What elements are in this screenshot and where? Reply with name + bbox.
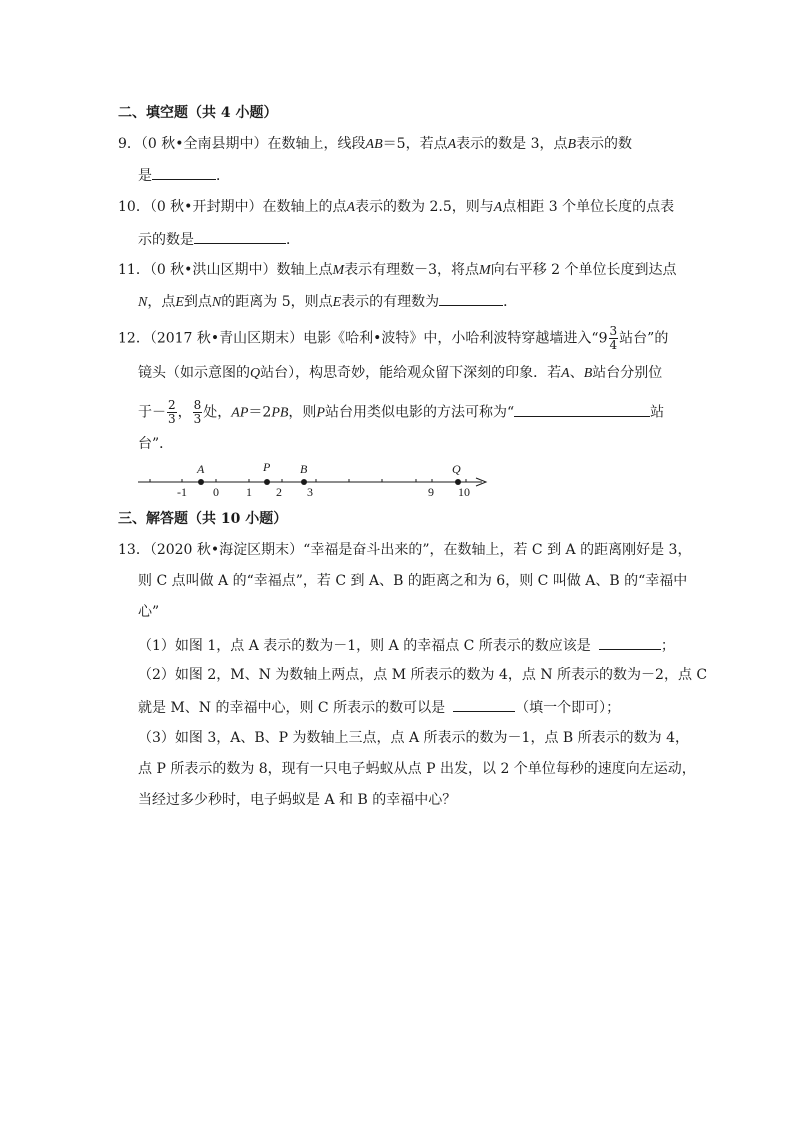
platform-whole-number: 9: [598, 330, 608, 347]
point-label-p: P: [263, 460, 271, 474]
question-10-text: 示的数是: [138, 232, 194, 248]
question-10-source: （0 秋•开封期中）: [149, 199, 263, 215]
question-10-number: 10．: [118, 199, 150, 215]
section-title-solutions: 三、解答题（共 10 小题）: [118, 511, 288, 527]
question-12-text: ，则: [288, 404, 317, 421]
question-12-text: ，: [177, 404, 192, 421]
point-p-dot: [264, 479, 270, 485]
question-10-text: 点相距 3 个单位长度的点表: [502, 199, 675, 215]
question-12-text: 电影《哈利•波特》中，小哈利波特穿越墙进入“: [303, 330, 599, 347]
tick-label: 3: [307, 485, 313, 499]
tick-label: 2: [276, 485, 282, 499]
question-9-text: 表示的数: [576, 136, 633, 152]
segment-pb: PB: [271, 405, 289, 421]
question-12-text: ＝2: [248, 404, 272, 421]
question-12-line-4: [138, 435, 173, 453]
question-11-source: （0 秋•洪山区期中）: [149, 262, 277, 278]
question-11-text: 表示的有理数为: [341, 294, 440, 310]
answer-blank-9[interactable]: [152, 165, 216, 180]
point-a: A: [561, 366, 570, 381]
question-9-number: 9．: [118, 136, 141, 152]
fraction-denominator: 3: [168, 412, 176, 426]
question-12-text: 站台），构思奇妙，能给观众留下深刻的印象．若: [260, 365, 562, 381]
tick-label: 1: [246, 485, 252, 499]
fraction-denominator: 3: [193, 412, 202, 426]
question-9-text: 表示的数是 3，点: [456, 136, 568, 152]
answer-blank-10[interactable]: [194, 229, 286, 244]
question-13-line-1: [118, 541, 691, 559]
question-13-part-3-line-3: 当经过多少秒时，电子蚂蚁是 A 和 B 的幸福中心？: [138, 792, 457, 808]
segment-ab: AB: [365, 137, 383, 152]
question-11-text: 向右平移 2 个单位长度到达点: [490, 262, 677, 278]
answer-blank-13-1[interactable]: [599, 635, 661, 650]
question-12-source: （2017 秋•青山区期末）: [149, 330, 304, 347]
point-a: A: [447, 137, 457, 152]
question-11-text: 数轴上点: [276, 262, 333, 278]
answer-blank-13-2[interactable]: [453, 697, 515, 712]
question-11-number: 11．: [118, 262, 150, 278]
point-m: M: [479, 263, 491, 278]
point-b: B: [583, 366, 593, 381]
question-13-part-2-text: 就是 M、N 的幸福中心，则 C 所表示的数可以是: [138, 700, 446, 716]
point-e: E: [175, 295, 184, 310]
tick-label: -1: [177, 485, 187, 499]
question-10-line-1: [118, 198, 674, 217]
question-9-text: 是: [138, 168, 152, 184]
point-a-dot: [198, 479, 204, 485]
question-12-line-3: [138, 399, 664, 426]
question-11-text: ，点: [147, 294, 176, 310]
question-12-text: 于－: [138, 404, 166, 421]
segment-ap: AP: [231, 405, 249, 421]
question-13-number: 13．: [118, 542, 150, 558]
question-9-text: 在数轴上，线段: [267, 136, 366, 152]
question-10-end: ．: [286, 232, 300, 248]
fraction-numerator: 8: [193, 398, 202, 412]
question-12-text: 站: [650, 404, 665, 421]
question-12-text: 台”．: [138, 436, 174, 452]
question-10-line-2: [138, 229, 300, 249]
question-11-text: 表示有理数－3，将点: [344, 262, 480, 278]
tick-label: 10: [458, 485, 470, 499]
fraction-numerator: 3: [609, 324, 618, 338]
question-12-text: 站台分别位: [592, 365, 663, 381]
question-12-text: 站台用类似电影的方法可称为“: [324, 404, 515, 421]
question-9-line-2: [138, 165, 230, 185]
question-13-text: “幸福是奋斗出来的”，在数轴上，若 C 到 A 的距离刚好是 3，: [303, 542, 692, 558]
question-12-text: 镜头（如示意图的: [138, 365, 250, 381]
question-13-part-3-line-1: （3）如图 3，A、B、P 为数轴上三点，点 A 所表示的数为－1，点 B 所表示的数为 4，: [138, 730, 689, 746]
question-13-part-1-text: （1）如图 1，点 A 表示的数为－1，则 A 的幸福点 C 所表示的数应该是: [138, 638, 591, 654]
fraction-denominator: 4: [609, 338, 618, 352]
question-12-number: 12．: [118, 330, 150, 347]
question-12-line-1: [118, 325, 668, 352]
question-11-text: 到点: [183, 294, 212, 310]
question-13-source: （2020 秋•海淀区期末）: [149, 542, 304, 558]
fraction-numerator: 2: [168, 398, 176, 412]
point-a: A: [493, 200, 503, 215]
question-13-line-3: 心”: [138, 604, 160, 620]
question-12-line-2: [138, 364, 662, 383]
point-e: E: [332, 295, 342, 310]
fraction-three-quarters: [609, 325, 619, 352]
point-label-b: B: [300, 462, 308, 476]
question-12-text: 站台”的: [619, 330, 669, 347]
number-line-figure: [130, 458, 500, 502]
point-q: Q: [250, 366, 261, 381]
question-13-part-1-end: ；: [660, 638, 675, 654]
point-label-a: A: [197, 462, 205, 476]
point-a: A: [346, 200, 356, 215]
answer-blank-11[interactable]: [439, 291, 503, 306]
section-title-fill-blank: 二、填空题（共 4 小题）: [118, 105, 278, 121]
point-m: M: [332, 263, 345, 278]
tick-label: 0: [213, 485, 219, 499]
question-12-text: 、: [569, 365, 584, 381]
question-13-line-2: 则 C 点叫做 A 的“幸福点”，若 C 到 A、B 的距离之和为 6，则 C 叫做 A、B 的“幸福中: [138, 573, 688, 589]
question-9-line-1: [118, 135, 632, 154]
question-13-part-3-line-2: 点 P 所表示的数为 8，现有一只电子蚂蚁从点 P 出发，以 2 个单位每秒的速度向左运动，: [138, 761, 696, 777]
point-label-q: Q: [452, 462, 461, 476]
question-13-part-2-line-2: [138, 697, 620, 717]
question-9-text: ＝5，若点: [382, 136, 448, 152]
answer-blank-12[interactable]: [514, 402, 650, 417]
question-12-text: 处，: [203, 404, 232, 421]
question-11-end: ．: [503, 294, 518, 310]
point-n: N: [138, 295, 148, 310]
question-11-line-1: [118, 261, 677, 280]
question-13-part-1: [138, 635, 675, 655]
fraction-two-thirds: [167, 399, 177, 426]
question-11-line-2: [138, 291, 517, 312]
question-9-source: （0 秋•全南县期中）: [140, 136, 268, 152]
point-p: P: [316, 405, 325, 421]
point-b: B: [567, 137, 577, 152]
point-n: N: [211, 295, 222, 310]
question-13-part-2-line-1: （2）如图 2，M、N 为数轴上两点，点 M 所表示的数为 4，点 N 所表示的数为－2，点 C: [138, 667, 708, 683]
question-10-text: 表示的数为 2.5，则与: [355, 199, 494, 215]
question-9-end: ．: [216, 168, 230, 184]
question-11-text: 的距离为 5，则点: [221, 294, 333, 310]
fraction-eight-thirds: [193, 399, 203, 426]
question-13-part-2-end: （填一个即可）；: [515, 700, 621, 716]
tick-label: 9: [428, 485, 434, 499]
question-10-text: 在数轴上的点: [262, 199, 347, 215]
